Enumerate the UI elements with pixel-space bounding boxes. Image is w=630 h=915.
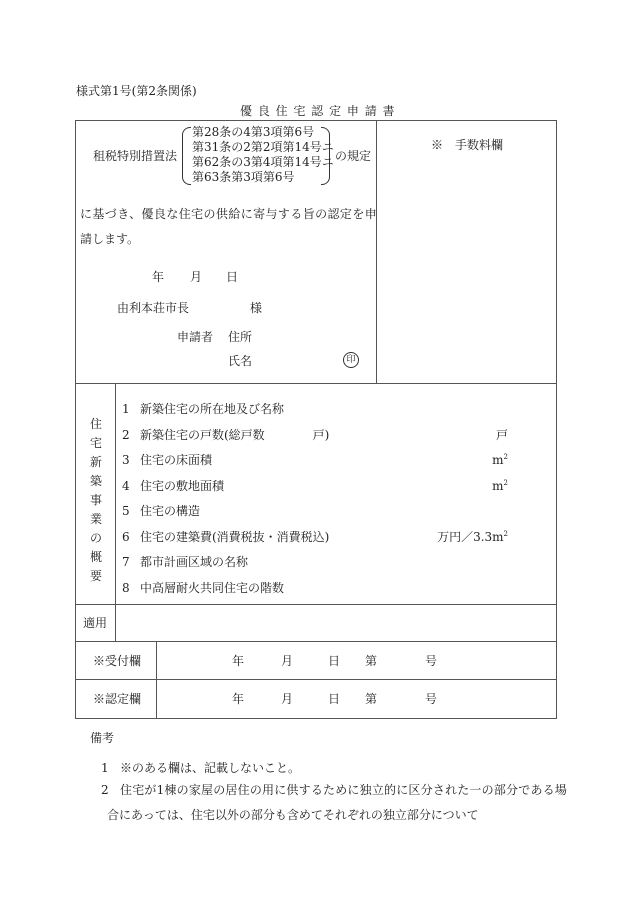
overview-item-unit: $m^2$ [492, 453, 508, 467]
overview-item-number: 7 [122, 555, 130, 569]
applicant-address-label: 住所 [228, 330, 253, 344]
law-articles [192, 125, 334, 185]
overview-item-number: 3 [122, 453, 130, 467]
approval-label: ※認定欄 [93, 692, 142, 706]
law-article: 第62条の3第4項第14号ニ [192, 155, 334, 169]
table-border [75, 120, 76, 719]
reception-day: 日 [328, 654, 341, 668]
request-text: に基づき、優良な住宅の供給に寄与する旨の認定を申 [80, 207, 378, 221]
approval-no-prefix: 第 [365, 692, 378, 706]
overview-item-text: 新築住宅の所在地及び名称 [140, 402, 285, 416]
date-year: 年 [152, 270, 165, 284]
applicant-name-label: 氏名 [228, 354, 253, 368]
law-suffix: の規定 [335, 149, 372, 163]
overview-item-number: 6 [122, 529, 130, 544]
applicant-label: 申請者 [177, 330, 214, 344]
overview-item-text: 住宅の敷地面積 [140, 478, 225, 493]
applicable-label: 適用 [83, 616, 108, 630]
remark-number: 1 [101, 761, 109, 775]
overview-item-text: 住宅の構造 [140, 504, 201, 518]
divider [376, 120, 377, 383]
table-border [75, 718, 557, 719]
date-day: 日 [226, 270, 239, 284]
remark-number: 2 [101, 783, 109, 797]
overview-item-text: 中高層耐火共同住宅の階数 [140, 580, 285, 595]
overview-item-number: 1 [122, 402, 130, 416]
reception-month: 月 [281, 654, 294, 668]
overview-item-text: 住宅の建築費(消費税抜・消費税込) [140, 529, 330, 544]
remark-text-continued: 合にあっては、住宅以外の部分も含めてそれぞれの独立部分について [107, 808, 479, 822]
request-text: 請します。 [80, 232, 140, 246]
divider [156, 641, 157, 718]
fee-column: ※ 手数料欄 [431, 138, 504, 152]
date-month: 月 [190, 270, 203, 284]
approval-day: 日 [328, 692, 341, 706]
reception-no-prefix: 第 [365, 654, 378, 668]
divider [115, 383, 116, 641]
divider [75, 679, 557, 680]
remark-text: 住宅が1棟の家屋の居住の用に供するために独立的に区分された一の部分である場 [120, 783, 568, 797]
form-title: 優 良 住 宅 認 定 申 請 書 [240, 104, 396, 118]
approval-year: 年 [232, 692, 245, 706]
overview-label: 住 宅 新 築 事 業 の 概 要 [89, 417, 102, 583]
law-name: 租税特別措置法 [93, 149, 178, 163]
reception-label: ※受付欄 [93, 654, 142, 668]
table-border [556, 120, 557, 719]
law-article: 第31条の2第2項第14号ニ [192, 140, 334, 154]
divider [75, 383, 557, 384]
overview-item-unit: $m^2$ [492, 478, 508, 493]
overview-item-number: 5 [122, 504, 130, 518]
overview-item-number: 4 [122, 478, 130, 493]
law-article: 第28条の4第3項第6号 [192, 125, 315, 139]
form-number: 様式第1号(第2条関係) [76, 84, 197, 98]
remarks-title: 備考 [90, 731, 115, 745]
law-article: 第63条第3項第6号 [192, 170, 295, 184]
overview-item-number: 8 [122, 580, 130, 595]
left-bracket [182, 127, 191, 185]
remark-text: ※のある欄は、記載しないこと。 [120, 761, 301, 775]
honorific: 様 [250, 301, 263, 315]
overview-item-unit: 戸 [495, 427, 508, 442]
reception-year: 年 [232, 654, 245, 668]
seal-mark: 印 [343, 352, 359, 368]
reception-no-suffix: 号 [425, 654, 438, 668]
divider [75, 604, 557, 605]
overview-item-number: 2 [122, 427, 130, 442]
approval-no-suffix: 号 [425, 692, 438, 706]
approval-month: 月 [281, 692, 294, 706]
overview-item-text: 新築住宅の戸数(総戸数 戸) [140, 427, 330, 442]
addressee: 由利本荘市長 [117, 301, 190, 315]
overview-item-unit: 万円$/3.3m^2$ [437, 529, 508, 544]
overview-item-text: 都市計画区域の名称 [140, 555, 249, 569]
divider [75, 641, 557, 642]
overview-item-text: 住宅の床面積 [140, 453, 213, 467]
table-border [75, 120, 557, 121]
